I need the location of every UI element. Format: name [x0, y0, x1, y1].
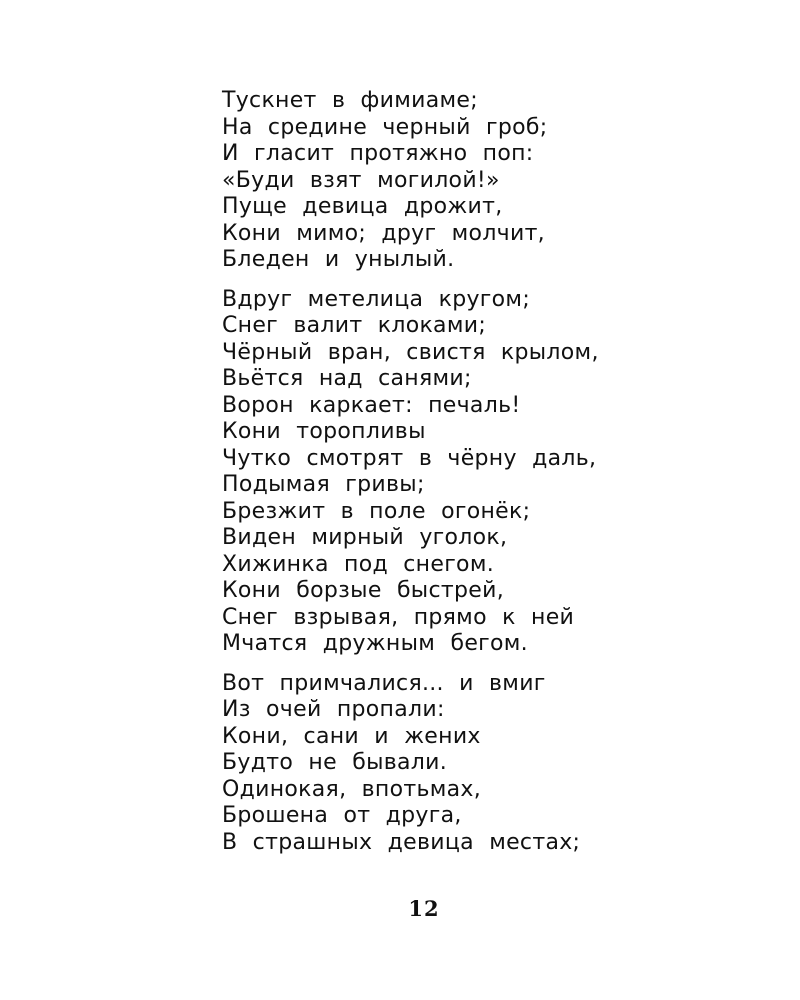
poem-line: Будто не бывали. [222, 750, 448, 775]
poem-line: Ворон каркает: печаль! [222, 392, 521, 418]
poem-line: Вот примчалися... и вмиг [222, 670, 546, 696]
poem-line: Кони, сани и жених [222, 723, 481, 749]
poem-line: Кони торопливы [222, 419, 426, 444]
poem-line: Кони борзые быстрей, [222, 578, 504, 603]
poem-line: Тускнет в фимиаме; [222, 88, 478, 113]
page-number: 12 [408, 896, 440, 921]
poem-line: Вдруг метелица кругом; [222, 286, 531, 312]
poem-line: И гласит протяжно поп: [222, 141, 534, 166]
stanza-3 [222, 671, 599, 857]
poem-line: Чёрный вран, свистя крылом, [222, 339, 599, 365]
poem-line: Из очей пропали: [222, 697, 445, 722]
poem-line: Подымая гривы; [222, 472, 425, 497]
poem-line: Виден мирный уголок, [222, 525, 508, 550]
poem-line: Вьётся над санями; [222, 366, 472, 391]
poem-line: На средине черный гроб; [222, 114, 548, 140]
stanza-2 [222, 287, 599, 658]
poem-line: «Буди взят могилой!» [222, 167, 500, 193]
poem-line: Одинокая, впотьмах, [222, 776, 482, 802]
poem-line: Снег валит клоками; [222, 313, 487, 338]
poem-line: Кони мимо; друг молчит, [222, 220, 545, 246]
poem-text [222, 88, 599, 856]
poem-line: Снег взрывая, прямо к ней [222, 604, 575, 630]
poem-line: Хижинка под снегом. [222, 551, 495, 577]
poem-line: Брошена от друга, [222, 803, 462, 828]
poem-line: Бледен и унылый. [222, 247, 455, 272]
poem-line: Брезжит в поле огонёк; [222, 498, 531, 524]
poem-line: Мчатся дружным бегом. [222, 631, 528, 656]
poem-line: Чутко смотрят в чёрну даль, [222, 445, 597, 471]
stanza-1 [222, 88, 599, 274]
poem-line: В страшных девица местах; [222, 829, 581, 855]
poem-line: Пуще девица дрожит, [222, 194, 503, 219]
